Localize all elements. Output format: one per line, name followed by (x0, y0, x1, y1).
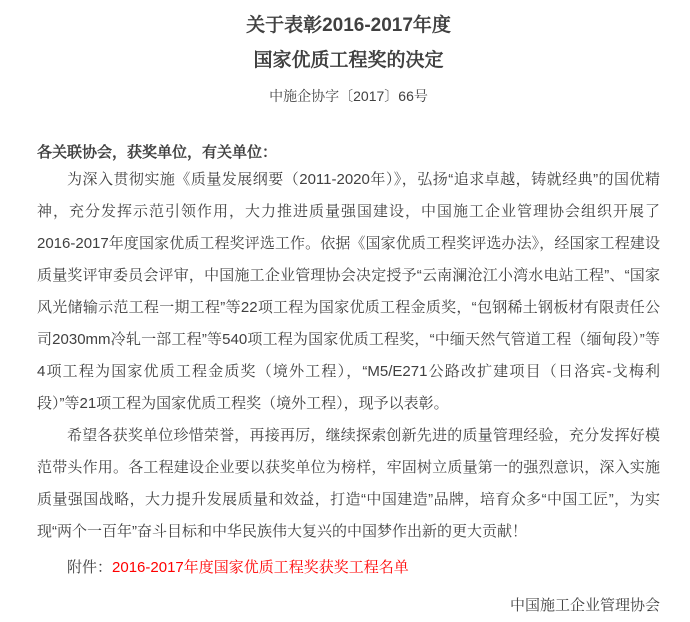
body-paragraph: 为深入贯彻实施《质量发展纲要（2011-2020年）》，弘扬“追求卓越，铸就经典”的国优精神，充分发挥示范引领作用，大力推进质量强国建设，中国施工企业管理协会组织开展了2016-2017年度国家优质工程奖评选工作。依据《国家优质工程奖评选办法》，经国家工程建设质量奖评审委员会评审，中国施工企业管理协会决定授予“云南澜沧江小湾水电站工程”、“国家风光储输示范工程一期工程”等22项工程为国家优质工程金质奖，“包钢稀土钢板材有限责任公司2030mm冷轧一部工程”等540项工程为国家优质工程奖，“中缅天然气管道工程（缅甸段）”等4项工程为国家优质工程金质奖（境外工程），“M5/E271公路改扩建项目（日洛宾-戈梅利段）”等21项工程为国家优质工程奖（境外工程），现予以表彰。 (37, 171, 660, 412)
document-number: 中施企协字〔2017〕66号 (269, 88, 428, 104)
body-paragraph: 希望各获奖单位珍惜荣誉，再接再厉，继续探索创新先进的质量管理经验，充分发挥好模范带头作用。各工程建设企业要以获奖单位为榜样，牢固树立质量第一的强烈意识，深入实施质量强国战略，大力提升发展质量和效益，打造“中国建造”品牌，培育众多“中国工匠”，为实现“两个一百年”奋斗目标和中华民族伟大复兴的中国梦作出新的更大贡献！ (37, 427, 660, 540)
attachment-link[interactable]: 2016-2017年度国家优质工程奖获奖工程名单 (112, 559, 409, 576)
document-title (37, 8, 660, 78)
salutation: 各关联协会，获奖单位，有关单位： (37, 144, 278, 161)
attachment-line (37, 552, 660, 584)
document-title-line2: 国家优质工程奖的决定 (253, 50, 444, 71)
attachment-label: 附件： (67, 559, 113, 576)
signature: 中国施工企业管理协会 (509, 597, 660, 614)
document-title-line1: 关于表彰2016-2017年度 (246, 15, 451, 36)
